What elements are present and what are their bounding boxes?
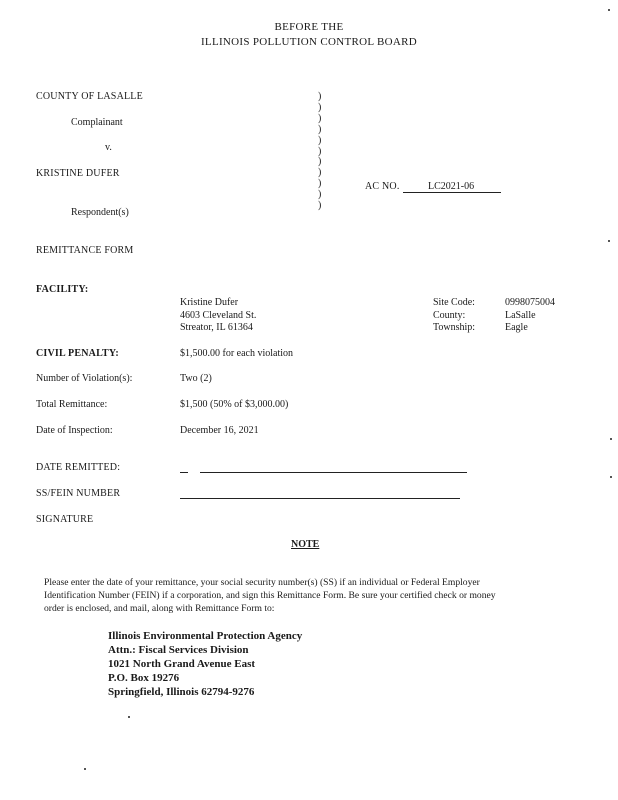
county-label: County: <box>433 310 466 321</box>
total-remittance-value: $1,500 (50% of $3,000.00) <box>180 399 289 410</box>
scan-speck <box>610 438 612 440</box>
mail-attention: Attn.: Fiscal Services Division <box>108 644 249 656</box>
complainant-name: COUNTY OF LASALLE <box>36 91 143 102</box>
civil-penalty-label: CIVIL PENALTY: <box>36 348 119 359</box>
complainant-role: Complainant <box>71 117 123 128</box>
township-value: Eagle <box>505 322 528 333</box>
signature-label: SIGNATURE <box>36 514 94 525</box>
ssfein-label: SS/FEIN NUMBER <box>36 488 121 499</box>
header-before-the: BEFORE THE <box>274 21 344 33</box>
mail-city: Springfield, Illinois 62794-9276 <box>108 686 255 698</box>
respondent-name: KRISTINE DUFER <box>36 168 120 179</box>
township-label: Township: <box>433 322 476 333</box>
ac-number-value: LC2021-06 <box>428 181 475 192</box>
versus-label: v. <box>105 142 112 153</box>
inspection-date-label: Date of Inspection: <box>36 425 113 436</box>
facility-name: Kristine Dufer <box>180 297 239 308</box>
scan-speck <box>608 9 610 11</box>
date-remitted-label: DATE REMITTED: <box>36 462 121 473</box>
scan-speck <box>610 476 612 478</box>
mail-street: 1021 North Grand Avenue East <box>108 658 256 670</box>
scan-speck <box>128 716 130 718</box>
date-remitted-dash <box>180 472 188 473</box>
facility-city: Streator, IL 61364 <box>180 322 253 333</box>
date-remitted-field[interactable] <box>200 472 467 473</box>
form-title: REMITTANCE FORM <box>36 245 134 256</box>
scan-speck <box>84 768 86 770</box>
violations-value: Two (2) <box>180 373 212 384</box>
civil-penalty-value: $1,500.00 for each violation <box>180 348 294 359</box>
site-code-value: 0998075004 <box>505 297 555 308</box>
header-board-name: ILLINOIS POLLUTION CONTROL BOARD <box>200 36 418 48</box>
inspection-date-value: December 16, 2021 <box>180 425 259 436</box>
facility-label: FACILITY: <box>36 284 89 295</box>
note-line-2: Identification Number (FEIN) if a corporation, and sign this Remittance Form. Be sure your certified check or money <box>44 590 496 601</box>
county-value: LaSalle <box>505 310 536 321</box>
ssfein-field[interactable] <box>180 498 460 499</box>
note-line-1: Please enter the date of your remittance, your social security number(s) (SS) if an individual or Federal Employer <box>44 577 480 588</box>
respondent-role: Respondent(s) <box>71 207 129 218</box>
total-remittance-label: Total Remittance: <box>36 399 108 410</box>
ac-number-underline <box>403 192 501 193</box>
note-title: NOTE <box>291 539 320 550</box>
scan-speck <box>608 240 610 242</box>
note-line-3: order is enclosed, and mail, along with Remittance Form to: <box>44 603 275 614</box>
site-code-label: Site Code: <box>433 297 475 308</box>
ac-number-label: AC NO. <box>365 181 400 192</box>
caption-parentheses: ) ) ) ) ) ) ) ) ) ) ) <box>318 91 322 212</box>
mail-agency: Illinois Environmental Protection Agency <box>108 630 303 642</box>
violations-label: Number of Violation(s): <box>36 373 133 384</box>
mail-po-box: P.O. Box 19276 <box>108 672 180 684</box>
facility-street: 4603 Cleveland St. <box>180 310 257 321</box>
